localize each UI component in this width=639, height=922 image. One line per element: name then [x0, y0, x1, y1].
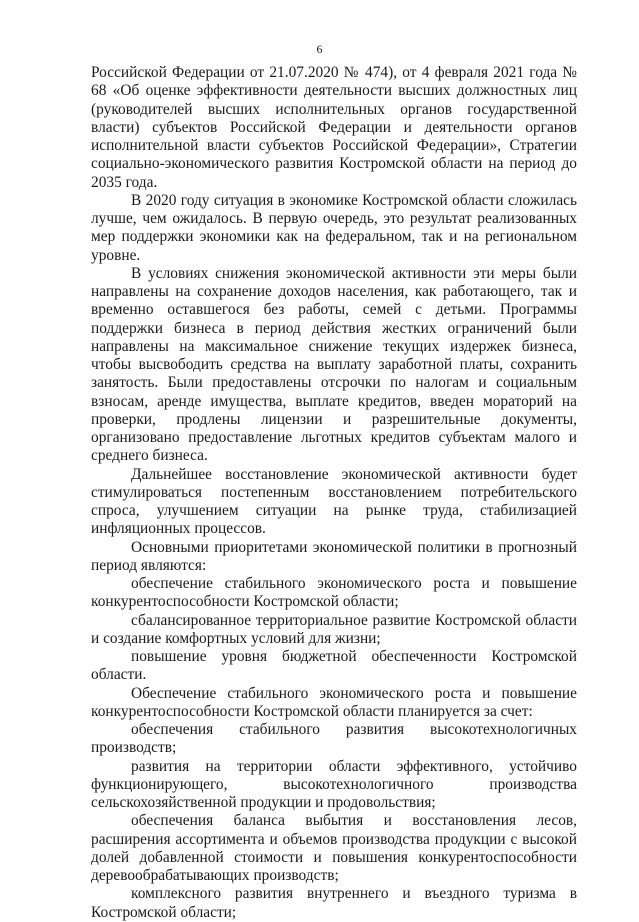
paragraph: В 2020 году ситуация в экономике Костромской области сложилась лучше, чем ожидалось. В первую очередь, это результат реализованных мер поддержки экономики как на федеральном, так и на региональном уровне.: [91, 191, 577, 264]
list-item: обеспечения баланса выбытия и восстановления лесов, расширения ассортимента и объемов производства продукции с высокой долей добавленной стоимости и повышения конкурентоспособности деревообрабатывающих производств;: [91, 812, 577, 884]
paragraph: В условиях снижения экономической активности эти меры были направлены на сохранение доходов населения, как работающего, так и временно оставшегося без работы, семей с детьми. Программы поддержки бизнеса в период действия жестких ограничений были направлены на максимальное снижение текущих издержек бизнеса, чтобы высвободить средства на выплату заработной платы, сохранить занятость. Были предоставлены отсрочки по налогам и социальным взносам, аренде имущества, выплате кредитов, введен мораторий на проверки, продлены лицензии и разрешительные документы, организовано предоставление льготных кредитов субъектам малого и среднего бизнеса.: [91, 264, 577, 465]
page-number: 6: [316, 42, 323, 56]
list-item: обеспечения стабильного развития высокотехнологичных производств;: [91, 721, 577, 757]
list-item: сбалансированное территориальное развитие Костромской области и создание комфортных условий для жизни;: [91, 611, 577, 647]
paragraph: Основными приоритетами экономической политики в прогнозный период являются:: [91, 538, 577, 574]
paragraph: Обеспечение стабильного экономического роста и повышение конкурентоспособности Костромской области планируется за счет:: [91, 684, 577, 720]
list-item: комплексного развития внутреннего и въездного туризма в Костромской области;: [91, 885, 577, 921]
document-body: [91, 64, 577, 922]
list-item: обеспечение стабильного экономического роста и повышение конкурентоспособности Костромской области;: [91, 575, 577, 611]
list-item: повышение уровня бюджетной обеспеченности Костромской области.: [91, 648, 577, 684]
paragraph-continuation: Российской Федерации от 21.07.2020 № 474), от 4 февраля 2021 года № 68 «Об оценке эффективности деятельности высших должностных лиц (руководителей высших исполнительных органов государственной власти) субъектов Российской Федерации и деятельности органов исполнительной власти субъектов Российской Федерации», Стратегии социально-экономического развития Костромской области на период до 2035 года.: [91, 64, 577, 191]
paragraph: Дальнейшее восстановление экономической активности будет стимулироваться постепенным восстановлением потребительского спроса, улучшением ситуации на рынке труда, стабилизацией инфляционных процессов.: [91, 465, 577, 538]
list-item: развития на территории области эффективного, устойчиво функционирующего, высокотехнологичного производства сельскохозяйственной продукции и продовольствия;: [91, 757, 577, 811]
